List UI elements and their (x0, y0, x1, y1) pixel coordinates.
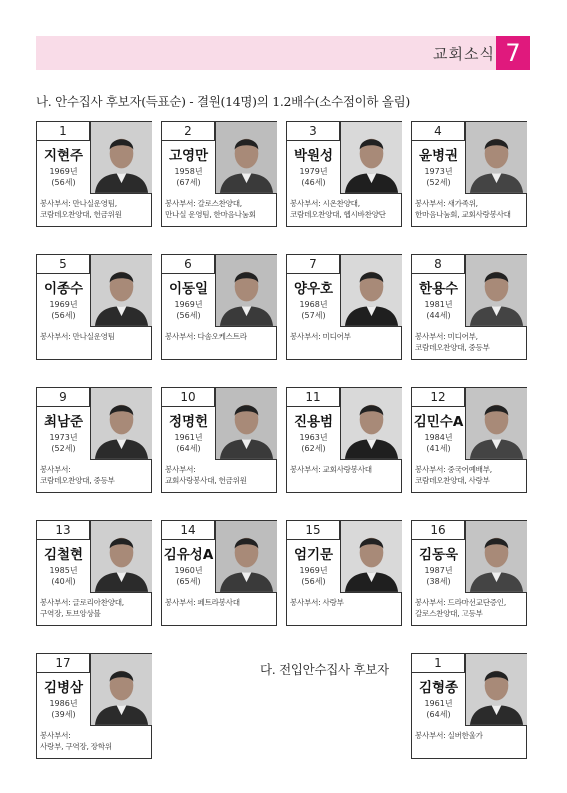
candidate-age: (52세) (426, 178, 451, 187)
service-department (290, 198, 402, 220)
service-department (40, 597, 152, 619)
service-value: 시온찬양대, (322, 199, 360, 208)
birth-year: 1973년 (424, 167, 453, 176)
candidate-name: 김동욱 (418, 547, 459, 563)
service-value: 만나실운영팀, (72, 199, 117, 208)
candidate-age: (40세) (51, 577, 76, 586)
candidate-name: 김유성A (163, 547, 214, 563)
service-value: 교회사랑봉사대 (322, 465, 372, 474)
candidate-name: 진용범 (293, 414, 334, 430)
candidate-card (286, 520, 402, 626)
candidate-card (36, 121, 152, 227)
service-label: 봉사부서: (290, 598, 321, 607)
portrait (465, 521, 527, 593)
birth-year: 1958년 (174, 167, 203, 176)
service-department (415, 464, 527, 486)
service-value-line2: 코람데오찬양대, 헌금위원 (40, 210, 122, 219)
section-b-heading: 다. 전입안수집사 후보자 (260, 662, 389, 677)
service-label: 봉사부서: (165, 465, 196, 474)
service-value-line2: 코람데오찬양대, 헵시바찬양단 (290, 210, 386, 219)
candidate-name: 최남준 (43, 414, 84, 430)
portrait-photo (91, 388, 152, 459)
portrait (465, 255, 527, 327)
service-department (290, 597, 402, 608)
birth-year: 1969년 (299, 566, 328, 575)
candidate-age: (62세) (301, 444, 326, 453)
service-value: 새가족위, (447, 199, 478, 208)
candidate-number: 8 (412, 255, 465, 274)
service-value-line2: 교회사랑봉사대, 헌금위원 (165, 476, 247, 485)
service-value-line2: 갈로스찬양대, 고등부 (415, 609, 483, 618)
candidate-number: 1 (37, 122, 90, 141)
candidate-name: 양우호 (293, 281, 334, 297)
service-value: 페트라봉사대 (197, 598, 240, 607)
page-title: 교회소식 (433, 45, 495, 63)
service-department (165, 597, 277, 608)
candidate-age: (46세) (301, 178, 326, 187)
portrait (215, 255, 277, 327)
candidate-number: 7 (287, 255, 340, 274)
portrait (90, 122, 152, 194)
birth-year: 1981년 (424, 300, 453, 309)
portrait-photo (216, 255, 277, 326)
candidate-card (36, 520, 152, 626)
birth-year: 1985년 (49, 566, 78, 575)
birth-year: 1984년 (424, 433, 453, 442)
service-value-line2: 만나실 운영팀, 한마음나눔회 (165, 210, 256, 219)
candidate-card (286, 121, 402, 227)
portrait (90, 255, 152, 327)
service-department (40, 198, 152, 220)
candidate-age: (52세) (51, 444, 76, 453)
candidate-age: (64세) (426, 710, 451, 719)
service-label: 봉사부서: (165, 598, 196, 607)
service-value-line2: 구역장, 토브앙상블 (40, 609, 101, 618)
service-department (40, 464, 152, 486)
candidate-age: (56세) (51, 178, 76, 187)
portrait-photo (91, 521, 152, 592)
birth-year: 1969년 (49, 300, 78, 309)
candidate-card (161, 254, 277, 360)
service-value: 다솜오케스트라 (197, 332, 247, 341)
portrait (90, 388, 152, 460)
candidate-number: 3 (287, 122, 340, 141)
candidate-age: (44세) (426, 311, 451, 320)
service-label: 봉사부서: (415, 598, 446, 607)
portrait (465, 654, 527, 726)
service-label: 봉사부서: (40, 731, 71, 740)
service-value: 미디어부 (322, 332, 351, 341)
candidate-name: 엄기문 (293, 547, 334, 563)
portrait (465, 122, 527, 194)
portrait-photo (466, 255, 527, 326)
candidate-name: 김철현 (43, 547, 84, 563)
candidate-number: 11 (287, 388, 340, 407)
portrait-photo (466, 654, 527, 725)
portrait (340, 122, 402, 194)
service-department (415, 331, 527, 353)
candidate-card (286, 387, 402, 493)
candidate-number: 4 (412, 122, 465, 141)
candidate-card (36, 653, 152, 759)
candidate-age: (41세) (426, 444, 451, 453)
portrait-photo (91, 122, 152, 193)
service-value-line2: 코람데오찬양대, 중등부 (40, 476, 115, 485)
candidate-age: (57세) (301, 311, 326, 320)
candidate-number: 2 (162, 122, 215, 141)
candidate-card (286, 254, 402, 360)
service-department (415, 730, 527, 741)
birth-year: 1979년 (299, 167, 328, 176)
section-a-heading: 나. 안수집사 후보자(득표순) - 결원(14명)의 1.2배수(소수점이하 올림) (36, 94, 410, 109)
birth-year: 1968년 (299, 300, 328, 309)
service-value: 미디어부, (447, 332, 478, 341)
portrait-photo (341, 255, 402, 326)
service-department (415, 198, 527, 220)
candidate-name: 정명헌 (168, 414, 209, 430)
candidate-age: (65세) (176, 577, 201, 586)
portrait (215, 521, 277, 593)
service-value: 글로리아찬양대, (72, 598, 124, 607)
candidate-age: (39세) (51, 710, 76, 719)
service-value: 갈로스찬양대, (197, 199, 242, 208)
portrait-photo (216, 388, 277, 459)
birth-year: 1973년 (49, 433, 78, 442)
candidate-name: 김병삼 (43, 680, 84, 696)
candidate-name: 지현주 (43, 148, 84, 164)
birth-year: 1960년 (174, 566, 203, 575)
service-label: 봉사부서: (290, 465, 321, 474)
candidate-card (161, 387, 277, 493)
candidate-number: 10 (162, 388, 215, 407)
candidate-name: 박원성 (293, 148, 334, 164)
candidate-card (411, 520, 527, 626)
candidate-name: 이동일 (168, 281, 209, 297)
portrait-photo (466, 122, 527, 193)
candidate-age: (67세) (176, 178, 201, 187)
service-department (40, 730, 152, 752)
service-label: 봉사부서: (415, 199, 446, 208)
service-value-line2: 사랑부, 구역장, 장학위 (40, 742, 112, 751)
candidate-number: 15 (287, 521, 340, 540)
service-label: 봉사부서: (40, 598, 71, 607)
portrait-photo (341, 122, 402, 193)
portrait-photo (216, 521, 277, 592)
portrait-photo (91, 654, 152, 725)
page-number-badge: 7 (496, 36, 530, 70)
candidate-name: 김민수A (413, 414, 464, 430)
service-value-line2: 한마음나눔회, 교회사랑봉사대 (415, 210, 511, 219)
candidate-card (161, 520, 277, 626)
birth-year: 1961년 (424, 699, 453, 708)
service-department (40, 331, 152, 342)
portrait (340, 255, 402, 327)
candidate-number: 6 (162, 255, 215, 274)
candidate-number: 14 (162, 521, 215, 540)
candidate-age: (56세) (301, 577, 326, 586)
birth-year: 1963년 (299, 433, 328, 442)
portrait (215, 122, 277, 194)
portrait-photo (91, 255, 152, 326)
candidate-age: (64세) (176, 444, 201, 453)
service-department (165, 464, 277, 486)
candidate-number: 17 (37, 654, 90, 673)
portrait (90, 654, 152, 726)
candidate-card (36, 254, 152, 360)
candidate-age: (56세) (176, 311, 201, 320)
candidate-number: 1 (412, 654, 465, 673)
birth-year: 1986년 (49, 699, 78, 708)
service-value: 드라마선교단증인, (447, 598, 506, 607)
portrait-photo (466, 521, 527, 592)
candidate-card (161, 121, 277, 227)
service-department (290, 331, 402, 342)
portrait (340, 388, 402, 460)
portrait-photo (466, 388, 527, 459)
service-value: 중국어예배부, (447, 465, 492, 474)
birth-year: 1969년 (49, 167, 78, 176)
service-value: 사랑부 (322, 598, 344, 607)
candidate-number: 5 (37, 255, 90, 274)
candidate-card (411, 653, 527, 759)
candidate-number: 13 (37, 521, 90, 540)
service-department (165, 198, 277, 220)
candidate-card (411, 121, 527, 227)
candidate-number: 9 (37, 388, 90, 407)
service-department (165, 331, 277, 342)
candidate-card (411, 254, 527, 360)
portrait (465, 388, 527, 460)
service-label: 봉사부서: (40, 332, 71, 341)
service-label: 봉사부서: (415, 731, 446, 740)
candidate-name: 고영만 (168, 148, 209, 164)
candidate-name: 이종수 (43, 281, 84, 297)
portrait (90, 521, 152, 593)
portrait (340, 521, 402, 593)
portrait-photo (341, 521, 402, 592)
service-label: 봉사부서: (290, 199, 321, 208)
service-value: 만나실운영팀 (72, 332, 115, 341)
service-department (290, 464, 402, 475)
candidate-card (411, 387, 527, 493)
candidate-age: (38세) (426, 577, 451, 586)
service-label: 봉사부서: (415, 465, 446, 474)
birth-year: 1987년 (424, 566, 453, 575)
candidate-number: 12 (412, 388, 465, 407)
service-label: 봉사부서: (40, 465, 71, 474)
service-value: 실버한울가 (447, 731, 483, 740)
portrait-photo (341, 388, 402, 459)
service-label: 봉사부서: (40, 199, 71, 208)
birth-year: 1961년 (174, 433, 203, 442)
service-label: 봉사부서: (415, 332, 446, 341)
portrait (215, 388, 277, 460)
candidate-card (36, 387, 152, 493)
service-value-line2: 코람데오찬양대, 중등부 (415, 343, 490, 352)
candidate-number: 16 (412, 521, 465, 540)
service-label: 봉사부서: (290, 332, 321, 341)
candidate-age: (56세) (51, 311, 76, 320)
birth-year: 1969년 (174, 300, 203, 309)
candidate-name: 한용수 (418, 281, 459, 297)
service-department (415, 597, 527, 619)
portrait-photo (216, 122, 277, 193)
candidate-name: 김형종 (418, 680, 459, 696)
candidate-name: 윤병권 (418, 148, 459, 164)
service-value-line2: 코람데오찬양대, 사랑부 (415, 476, 490, 485)
service-label: 봉사부서: (165, 332, 196, 341)
service-label: 봉사부서: (165, 199, 196, 208)
